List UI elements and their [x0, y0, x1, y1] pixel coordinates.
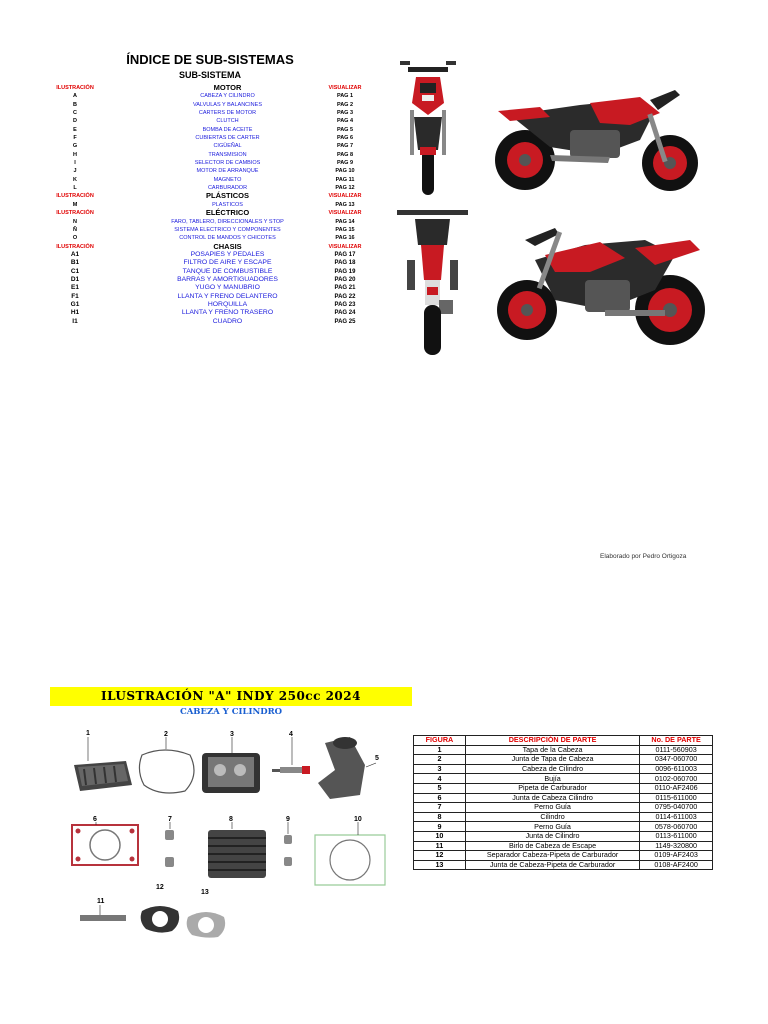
cell-part-number: 0096-611003 [640, 764, 713, 774]
index-page-link[interactable]: PAG 19 [334, 268, 356, 275]
motorcycle-rear-photo [395, 205, 470, 357]
part-8-cylinder [208, 822, 266, 878]
motorcycle-front-photo [398, 55, 458, 197]
index-illustration-code: N [73, 218, 77, 225]
motorcycle-side-photo-right [490, 85, 700, 195]
table-row [414, 803, 713, 813]
index-page-link[interactable]: PAG 23 [334, 301, 356, 308]
index-page-link[interactable]: PAG 15 [335, 226, 355, 233]
index-subsystem-name[interactable]: FILTRO DE AIRE Y ESCAPE [183, 259, 272, 267]
index-row[interactable] [40, 268, 380, 276]
index-row[interactable] [40, 218, 380, 226]
index-page-link: VISUALIZAR [328, 193, 362, 200]
index-row[interactable] [40, 309, 380, 317]
cell-description: Bujía [465, 774, 639, 784]
cell-description: Junta de Cabeza Cilindro [465, 793, 639, 803]
credit-text: Elaborado por Pedro Ortigoza [600, 553, 687, 560]
index-page-link[interactable]: PAG 25 [334, 318, 356, 325]
index-illustration-code: F [73, 135, 77, 142]
table-row [414, 745, 713, 755]
cell-figure: 11 [414, 841, 466, 851]
index-subsystem-name[interactable]: CLUTCH [216, 118, 239, 125]
cell-description: Cilindro [465, 812, 639, 822]
exploded-parts-diagram [60, 725, 400, 940]
index-subsystem-name[interactable]: PLASTICOS [212, 201, 243, 208]
cell-part-number: 1149-320800 [640, 841, 713, 851]
part-11-exhaust-stud [80, 905, 126, 921]
index-subsystem-name[interactable]: BOMBA DE ACEITE [202, 126, 253, 133]
index-subsystem-name[interactable]: MOTOR DE ARRANQUE [196, 168, 259, 175]
cell-description: Junta de Tapa de Cabeza [465, 755, 639, 765]
index-illustration-code: M [72, 201, 78, 208]
index-illustration-code: B [73, 101, 77, 108]
index-illustration-code: D1 [70, 275, 80, 283]
index-subsystem-name: PLÁSTICOS [206, 191, 249, 201]
part-10-cylinder-gasket [315, 822, 385, 885]
index-row[interactable] [40, 151, 380, 159]
index-subsystem-name[interactable]: CARBURADOR [207, 185, 248, 192]
cell-part-number: 0102-060700 [640, 774, 713, 784]
part-label-2: 2 [164, 731, 168, 738]
cell-figure: 9 [414, 822, 466, 832]
parts-table [413, 735, 713, 870]
cell-part-number: 0795-040700 [640, 803, 713, 813]
index-subsystem-name: CHASIS [213, 241, 242, 251]
table-row [414, 841, 713, 851]
part-label-11: 11 [97, 898, 105, 905]
cell-part-number: 0111-560903 [640, 745, 713, 755]
part-label-5: 5 [375, 755, 379, 762]
part-12-carburetor-spacer [141, 906, 179, 933]
table-row [414, 774, 713, 784]
index-subsystem-name[interactable]: TRANSMISION [208, 151, 247, 158]
cell-figure: 13 [414, 860, 466, 870]
index-subsystem-name[interactable]: SELECTOR DE CAMBIOS [194, 160, 261, 167]
index-page-link[interactable]: PAG 13 [335, 201, 355, 208]
index-page-link[interactable]: PAG 14 [335, 218, 355, 225]
cell-part-number: 0108-AF2400 [640, 860, 713, 870]
index-illustration-code: ILUSTRACIÓN [56, 85, 94, 91]
index-illustration-code: ILUSTRACIÓN [56, 193, 94, 200]
index-illustration-code: F1 [71, 292, 79, 300]
index-row[interactable] [40, 176, 380, 184]
part-7-dowel-pins [165, 822, 174, 867]
cell-figure: 1 [414, 745, 466, 755]
cell-figure: 3 [414, 764, 466, 774]
cell-figure: 4 [414, 774, 466, 784]
cell-figure: 12 [414, 851, 466, 861]
part-label-12: 12 [156, 884, 164, 891]
index-page-link: VISUALIZAR [328, 243, 362, 250]
index-illustration-code: A [73, 93, 77, 100]
index-illustration-code: Ñ [73, 226, 77, 233]
index-illustration-code: K [73, 176, 77, 183]
index-list [40, 84, 380, 326]
index-illustration-code: E [73, 126, 77, 133]
cell-figure: 8 [414, 812, 466, 822]
cell-description: Pipeta de Carburador [465, 783, 639, 793]
index-illustration-code: A1 [70, 250, 80, 258]
part-label-13: 13 [201, 889, 209, 896]
cell-part-number: 0347-060700 [640, 755, 713, 765]
table-row [414, 860, 713, 870]
cell-description: Birlo de Cabeza de Escape [465, 841, 639, 851]
index-subsystem-name[interactable]: TANQUE DE COMBUSTIBLE [182, 267, 273, 275]
index-illustration-code: C [73, 110, 77, 117]
index-page-link[interactable]: PAG 10 [335, 168, 355, 175]
part-13-carburetor-gasket [187, 912, 225, 938]
cell-part-number: 0578-060700 [640, 822, 713, 832]
index-section-header [40, 84, 380, 92]
index-page-link[interactable]: PAG 22 [334, 293, 356, 300]
index-illustration-code: O [72, 235, 78, 242]
parts-table-header [414, 736, 713, 746]
index-page-link[interactable]: PAG 9 [336, 160, 354, 167]
index-row[interactable] [40, 159, 380, 167]
index-row[interactable] [40, 109, 380, 117]
index-illustration-code: I1 [72, 317, 78, 325]
illustration-title: ILUSTRACIÓN "A" INDY 250cc 2024 [101, 689, 361, 703]
table-row [414, 755, 713, 765]
index-subsystem-name[interactable]: MAGNETO [213, 176, 242, 183]
index-subsystem-name[interactable]: CARTERS DE MOTOR [198, 110, 257, 117]
index-illustration-code: I [74, 160, 76, 167]
index-title: ÍNDICE DE SUB-SISTEMAS [126, 52, 294, 67]
index-illustration-code: L [73, 185, 77, 192]
part-2-gasket [139, 737, 194, 793]
cell-part-number: 0114-611003 [640, 812, 713, 822]
index-page-link[interactable]: PAG 20 [334, 276, 356, 283]
part-label-10: 10 [354, 816, 362, 823]
cell-figure: 7 [414, 803, 466, 813]
index-subsystem-name[interactable]: LLANTA Y FRENO DELANTERO [177, 292, 278, 300]
index-illustration-code: B1 [70, 259, 80, 267]
index-row[interactable] [40, 234, 380, 242]
index-row[interactable] [40, 134, 380, 142]
index-illustration-code: J [73, 168, 77, 175]
part-9-dowel-pins [284, 822, 292, 866]
index-page-link[interactable]: PAG 16 [335, 235, 355, 242]
cell-description: Junta de Cilindro [465, 831, 639, 841]
cell-description: Tapa de la Cabeza [465, 745, 639, 755]
cell-description: Perno Guía [465, 822, 639, 832]
index-subsystem-name[interactable]: SISTEMA ELECTRICO Y COMPONENTES [174, 226, 281, 233]
table-row [414, 822, 713, 832]
index-page-link[interactable]: PAG 7 [336, 143, 354, 150]
part-label-9: 9 [286, 816, 290, 823]
index-page-link[interactable]: PAG 18 [334, 260, 356, 267]
part-1-head-cover [74, 737, 132, 791]
index-page-link[interactable]: PAG 11 [335, 176, 355, 183]
index-page-link[interactable]: PAG 4 [336, 118, 354, 125]
header-figure: FIGURA [414, 736, 466, 746]
index-illustration-code: E1 [71, 284, 79, 292]
index-illustration-code: H1 [70, 309, 80, 317]
cell-description: Cabeza de Cilindro [465, 764, 639, 774]
index-subsystem-name[interactable]: HORQUILLA [207, 300, 248, 308]
index-illustration-code: ILUSTRACIÓN [56, 243, 94, 250]
part-6-cylinder-head-gasket [72, 822, 138, 865]
index-row[interactable] [40, 167, 380, 175]
motorcycle-side-photo-left [495, 210, 705, 358]
index-row[interactable] [40, 276, 380, 284]
index-row[interactable] [40, 318, 380, 326]
part-label-3: 3 [230, 731, 234, 738]
index-page-link[interactable]: PAG 6 [336, 135, 354, 142]
index-subsystem-name[interactable]: BARRAS Y AMORTIGUADORES [177, 275, 278, 283]
cell-description: Separador Cabeza-Pipeta de Carburador [465, 851, 639, 861]
part-3-cylinder-head [202, 737, 260, 793]
index-row[interactable] [40, 126, 380, 134]
index-row[interactable] [40, 293, 380, 301]
cell-figure: 6 [414, 793, 466, 803]
index-page-link[interactable]: PAG 12 [335, 185, 355, 192]
index-row[interactable] [40, 142, 380, 150]
index-row[interactable] [40, 301, 380, 309]
index-illustration-code: H [73, 151, 77, 158]
index-page-link[interactable]: PAG 24 [334, 310, 356, 317]
index-row[interactable] [40, 226, 380, 234]
index-illustration-code: G1 [70, 300, 80, 308]
cell-description: Junta de Cabeza-Pipeta de Carburador [465, 860, 639, 870]
index-subsystem-name[interactable]: YUGO Y MANUBRIO [195, 284, 260, 292]
illustration-subtitle: CABEZA Y CILINDRO [179, 707, 283, 717]
index-illustration-code: G [72, 143, 78, 150]
index-subsystem-name[interactable]: VALVULAS Y BALANCINES [193, 101, 262, 108]
index-row[interactable] [40, 101, 380, 109]
table-row [414, 812, 713, 822]
index-page-link: VISUALIZAR [328, 210, 362, 217]
part-4-spark-plug [272, 737, 310, 774]
index-subsystem-name[interactable]: CONTROL DE MANDOS Y CHICOTES [179, 235, 276, 242]
cell-part-number: 0115-611000 [640, 793, 713, 803]
index-subsystem-name[interactable]: CUADRO [212, 317, 243, 325]
index-subsystem-name[interactable]: CABEZA Y CILINDRO [200, 93, 255, 100]
index-page-link[interactable]: PAG 1 [336, 93, 354, 100]
index-subsystem-name[interactable]: FARO, TABLERO, DIRECCIONALES Y STOP [171, 218, 284, 225]
index-row[interactable] [40, 259, 380, 267]
header-part-number: No. DE PARTE [640, 736, 713, 746]
cell-figure: 10 [414, 831, 466, 841]
index-row[interactable] [40, 284, 380, 292]
table-row [414, 831, 713, 841]
index-row[interactable] [40, 251, 380, 259]
index-page-link: VISUALIZAR [328, 85, 362, 91]
cell-figure: 2 [414, 755, 466, 765]
index-row[interactable] [40, 92, 380, 100]
cell-part-number: 0109-AF2403 [640, 851, 713, 861]
part-label-6: 6 [93, 816, 97, 823]
part-label-1: 1 [86, 730, 90, 737]
index-row[interactable] [40, 117, 380, 125]
index-subsystem-name: ELÉCTRICO [205, 208, 250, 218]
cell-figure: 5 [414, 783, 466, 793]
index-subsystem-name[interactable]: CIGÜEÑAL [213, 143, 242, 150]
index-subsystem-name[interactable]: CUBIERTAS DE CARTER [195, 135, 260, 142]
index-page-link[interactable]: PAG 21 [334, 285, 356, 292]
table-row [414, 764, 713, 774]
cell-part-number: 0113-611000 [640, 831, 713, 841]
table-row [414, 793, 713, 803]
part-label-8: 8 [229, 816, 233, 823]
index-section-header [40, 209, 380, 217]
header-description: DESCRIPCIÓN DE PARTE [465, 736, 639, 746]
index-subsystem-name: MOTOR [213, 83, 242, 92]
index-illustration-code: D [73, 118, 77, 125]
index-illustration-code: C1 [70, 267, 80, 275]
index-page-link[interactable]: PAG 8 [336, 151, 354, 158]
index-illustration-code: ILUSTRACIÓN [56, 210, 94, 217]
part-label-7: 7 [168, 816, 172, 823]
part-5-intake-pipe [318, 737, 376, 799]
index-page-link[interactable]: PAG 2 [336, 101, 354, 108]
index-subsystem-name[interactable]: LLANTA Y FRENO TRASERO [181, 309, 274, 317]
cell-description: Perno Guía [465, 803, 639, 813]
index-section-header [40, 243, 380, 251]
index-subsystem-name[interactable]: POSAPIES Y PEDALES [190, 250, 265, 258]
index-page-link[interactable]: PAG 17 [334, 251, 356, 258]
cell-part-number: 0110-AF2406 [640, 783, 713, 793]
table-row [414, 783, 713, 793]
part-label-4: 4 [289, 731, 293, 738]
table-row [414, 851, 713, 861]
index-subtitle: SUB-SISTEMA [178, 70, 241, 80]
index-page-link[interactable]: PAG 3 [336, 110, 354, 117]
index-page-link[interactable]: PAG 5 [336, 126, 354, 133]
index-section-header [40, 192, 380, 200]
